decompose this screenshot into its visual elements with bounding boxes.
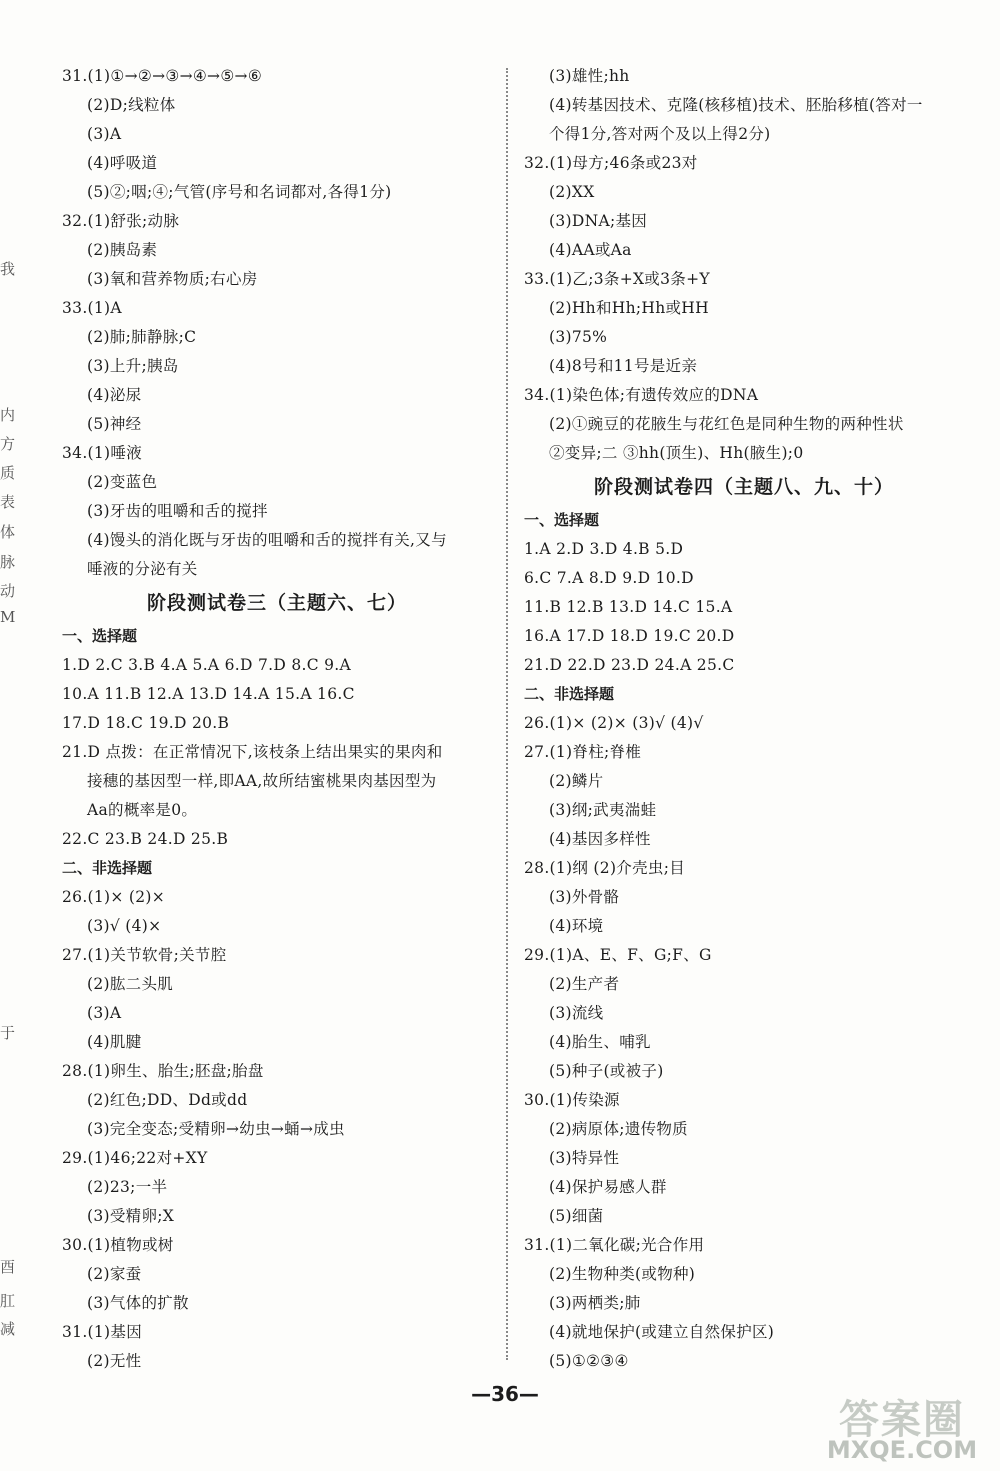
- answer-subline: (2)变蓝色: [87, 473, 158, 491]
- answer-line: 1.D 2.C 3.B 4.A 5.A 6.D 7.D 8.C 9.A: [62, 656, 351, 674]
- bleed-fragment: 质: [0, 464, 16, 482]
- answer-subline: (3)气体的扩散: [87, 1294, 189, 1312]
- answer-line: 31.(1)二氧化碳;光合作用: [524, 1236, 705, 1254]
- left-bleed-fragments: [0, 0, 28, 1471]
- answer-line: 33.(1)乙;3条+X或3条+Y: [524, 270, 710, 288]
- answer-subline: (3)A: [87, 1004, 122, 1022]
- bleed-fragment: 方: [0, 435, 16, 453]
- bleed-fragment: 体: [0, 523, 16, 541]
- answer-subline: (4)8号和11号是近亲: [549, 357, 698, 375]
- answer-subline: (3)特异性: [549, 1149, 620, 1167]
- answer-line: 26.(1)× (2)×: [62, 888, 166, 906]
- answer-line: 29.(1)46;22对+XY: [62, 1149, 208, 1167]
- answer-subline: (4)呼吸道: [87, 154, 158, 172]
- answer-subline: (2)家蚕: [87, 1265, 142, 1283]
- answer-subline: (2)无性: [87, 1352, 142, 1370]
- answer-subline: (3)完全变态;受精卵→幼虫→蛹→成虫: [87, 1120, 345, 1138]
- answer-subline: (3)牙齿的咀嚼和舌的搅拌: [87, 502, 268, 520]
- answer-subline: (5)细菌: [549, 1207, 604, 1225]
- answer-line: 1.A 2.D 3.D 4.B 5.D: [524, 540, 684, 558]
- bleed-fragment: M: [0, 608, 16, 626]
- section-subheading: 二、非选择题: [524, 685, 615, 703]
- answer-subline: (2)病原体;遗传物质: [549, 1120, 688, 1138]
- bleed-fragment: 肛: [0, 1292, 16, 1310]
- section-subheading: 二、非选择题: [62, 859, 153, 877]
- watermark-text: 答案圈: [839, 1397, 965, 1443]
- answer-subline: (2)D;线粒体: [87, 96, 176, 114]
- answer-subline: (4)基因多样性: [549, 830, 651, 848]
- answer-subline: (4)馒头的消化既与牙齿的咀嚼和舌的搅拌有关,又与: [87, 531, 447, 549]
- answer-subline: (4)就地保护(或建立自然保护区): [549, 1323, 775, 1341]
- answer-subline: (4)泌尿: [87, 386, 142, 404]
- answer-line: 27.(1)关节软骨;关节腔: [62, 946, 227, 964]
- answer-subline: (2)胰岛素: [87, 241, 158, 259]
- right-answer-column: [524, 62, 964, 1376]
- answer-subline: (2)红色;DD、Dd或dd: [87, 1091, 248, 1109]
- answer-line: 31.(1)①→②→③→④→⑤→⑥: [62, 67, 263, 85]
- bleed-fragment: 脉: [0, 553, 16, 571]
- column-divider: [506, 68, 508, 1360]
- answer-subline: (2)23;一半: [87, 1178, 168, 1196]
- section-subheading: 一、选择题: [62, 627, 138, 645]
- answer-line: 21.D 点拨：在正常情况下,该枝条上结出果实的果肉和: [62, 743, 443, 761]
- answer-subline: (2)肱二头肌: [87, 975, 174, 993]
- answer-line: 21.D 22.D 23.D 24.A 25.C: [524, 656, 735, 674]
- answer-line: 17.D 18.C 19.D 20.B: [62, 714, 230, 732]
- answer-subline: (3)纲;武夷湍蛙: [549, 801, 657, 819]
- answer-line: 29.(1)A、E、F、G;F、G: [524, 946, 712, 964]
- answer-subline: (4)胎生、哺乳: [549, 1033, 651, 1051]
- answer-line: 30.(1)传染源: [524, 1091, 620, 1109]
- answer-subline: (5)神经: [87, 415, 142, 433]
- answer-line: 32.(1)舒张;动脉: [62, 212, 180, 230]
- bleed-fragment: 动: [0, 582, 16, 600]
- answer-subline: (4)肌腱: [87, 1033, 142, 1051]
- answer-subline: (2)肺;肺静脉;C: [87, 328, 197, 346]
- answer-continuation: 接穗的基因型一样,即AA,故所结蜜桃果肉基因型为: [87, 772, 437, 790]
- answer-subline: (3)两栖类;肺: [549, 1294, 641, 1312]
- answer-subline: (2)XX: [549, 183, 595, 201]
- answer-subline: (3)上升;胰岛: [87, 357, 179, 375]
- section-title: 阶段测试卷四（主题八、九、十）: [593, 476, 894, 498]
- answer-line: 22.C 23.B 24.D 25.B: [62, 830, 229, 848]
- answer-subline: (3)雄性;hh: [549, 67, 630, 85]
- bleed-fragment: 减: [0, 1320, 16, 1338]
- answer-line: 28.(1)卵生、胎生;胚盘;胎盘: [62, 1062, 264, 1080]
- answer-subline: (3)DNA;基因: [549, 212, 648, 230]
- answer-line: 27.(1)脊柱;脊椎: [524, 743, 642, 761]
- answer-line: 33.(1)A: [62, 299, 122, 317]
- answer-line: 11.B 12.B 13.D 14.C 15.A: [524, 598, 733, 616]
- answer-line: 16.A 17.D 18.D 19.C 20.D: [524, 627, 735, 645]
- answer-subline: (3)75%: [549, 328, 608, 346]
- answer-line: 34.(1)唾液: [62, 444, 143, 462]
- answer-subline: (2)生物种类(或物种): [549, 1265, 696, 1283]
- answer-line: 34.(1)染色体;有遗传效应的DNA: [524, 386, 759, 404]
- answer-subline: (2)鳞片: [549, 772, 604, 790]
- answer-subline: (5)①②③④: [549, 1352, 629, 1370]
- answer-subline: (3)√ (4)×: [87, 917, 162, 935]
- answer-subline: (4)AA或Aa: [549, 241, 632, 259]
- answer-line: 26.(1)× (2)× (3)√ (4)√: [524, 714, 704, 732]
- answer-subline: (3)A: [87, 125, 122, 143]
- answer-subline: (2)①豌豆的花腋生与花红色是同种生物的两种性状: [549, 415, 904, 433]
- bleed-fragment: 内: [0, 406, 16, 424]
- bleed-fragment: 于: [0, 1024, 16, 1042]
- answer-subline: (3)受精卵;X: [87, 1207, 175, 1225]
- answer-subline: (3)流线: [549, 1004, 604, 1022]
- answer-subline: ②变异;二 ③hh(顶生)、Hh(腋生);0: [549, 444, 804, 462]
- watermark-logo: [812, 1386, 992, 1466]
- answer-subline: (4)保护易感人群: [549, 1178, 667, 1196]
- answer-line: 6.C 7.A 8.D 9.D 10.D: [524, 569, 694, 587]
- answer-continuation: 个得1分,答对两个及以上得2分): [549, 125, 771, 143]
- answer-line: 31.(1)基因: [62, 1323, 143, 1341]
- answer-subline: (3)外骨骼: [549, 888, 620, 906]
- left-answer-column: [62, 62, 492, 1376]
- section-subheading: 一、选择题: [524, 511, 600, 529]
- answer-subline: (5)②;咽;④;气管(序号和名词都对,各得1分): [87, 183, 392, 201]
- page-number: —36—: [471, 1382, 539, 1406]
- answer-line: 30.(1)植物或树: [62, 1236, 174, 1254]
- answer-subline: (3)氧和营养物质;右心房: [87, 270, 258, 288]
- bleed-fragment: 酉: [0, 1258, 16, 1276]
- watermark-url: MXQE.COM: [826, 1436, 978, 1464]
- answer-line: 10.A 11.B 12.A 13.D 14.A 15.A 16.C: [62, 685, 355, 703]
- answer-subline: (4)转基因技术、克隆(核移植)技术、胚胎移植(答对一: [549, 96, 923, 114]
- answer-subline: (5)种子(或被子): [549, 1062, 664, 1080]
- answer-subline: (2)生产者: [549, 975, 620, 993]
- answer-continuation: Aa的概率是0。: [87, 801, 198, 819]
- answer-continuation: 唾液的分泌有关: [87, 560, 198, 578]
- answer-line: 28.(1)纲 (2)介壳虫;目: [524, 859, 686, 877]
- answer-line: 32.(1)母方;46条或23对: [524, 154, 698, 172]
- answer-subline: (2)Hh和Hh;Hh或HH: [549, 299, 709, 317]
- section-title: 阶段测试卷三（主题六、七）: [146, 592, 407, 614]
- bleed-fragment: 表: [0, 493, 16, 511]
- bleed-fragment: 我: [0, 260, 16, 278]
- answer-subline: (4)环境: [549, 917, 604, 935]
